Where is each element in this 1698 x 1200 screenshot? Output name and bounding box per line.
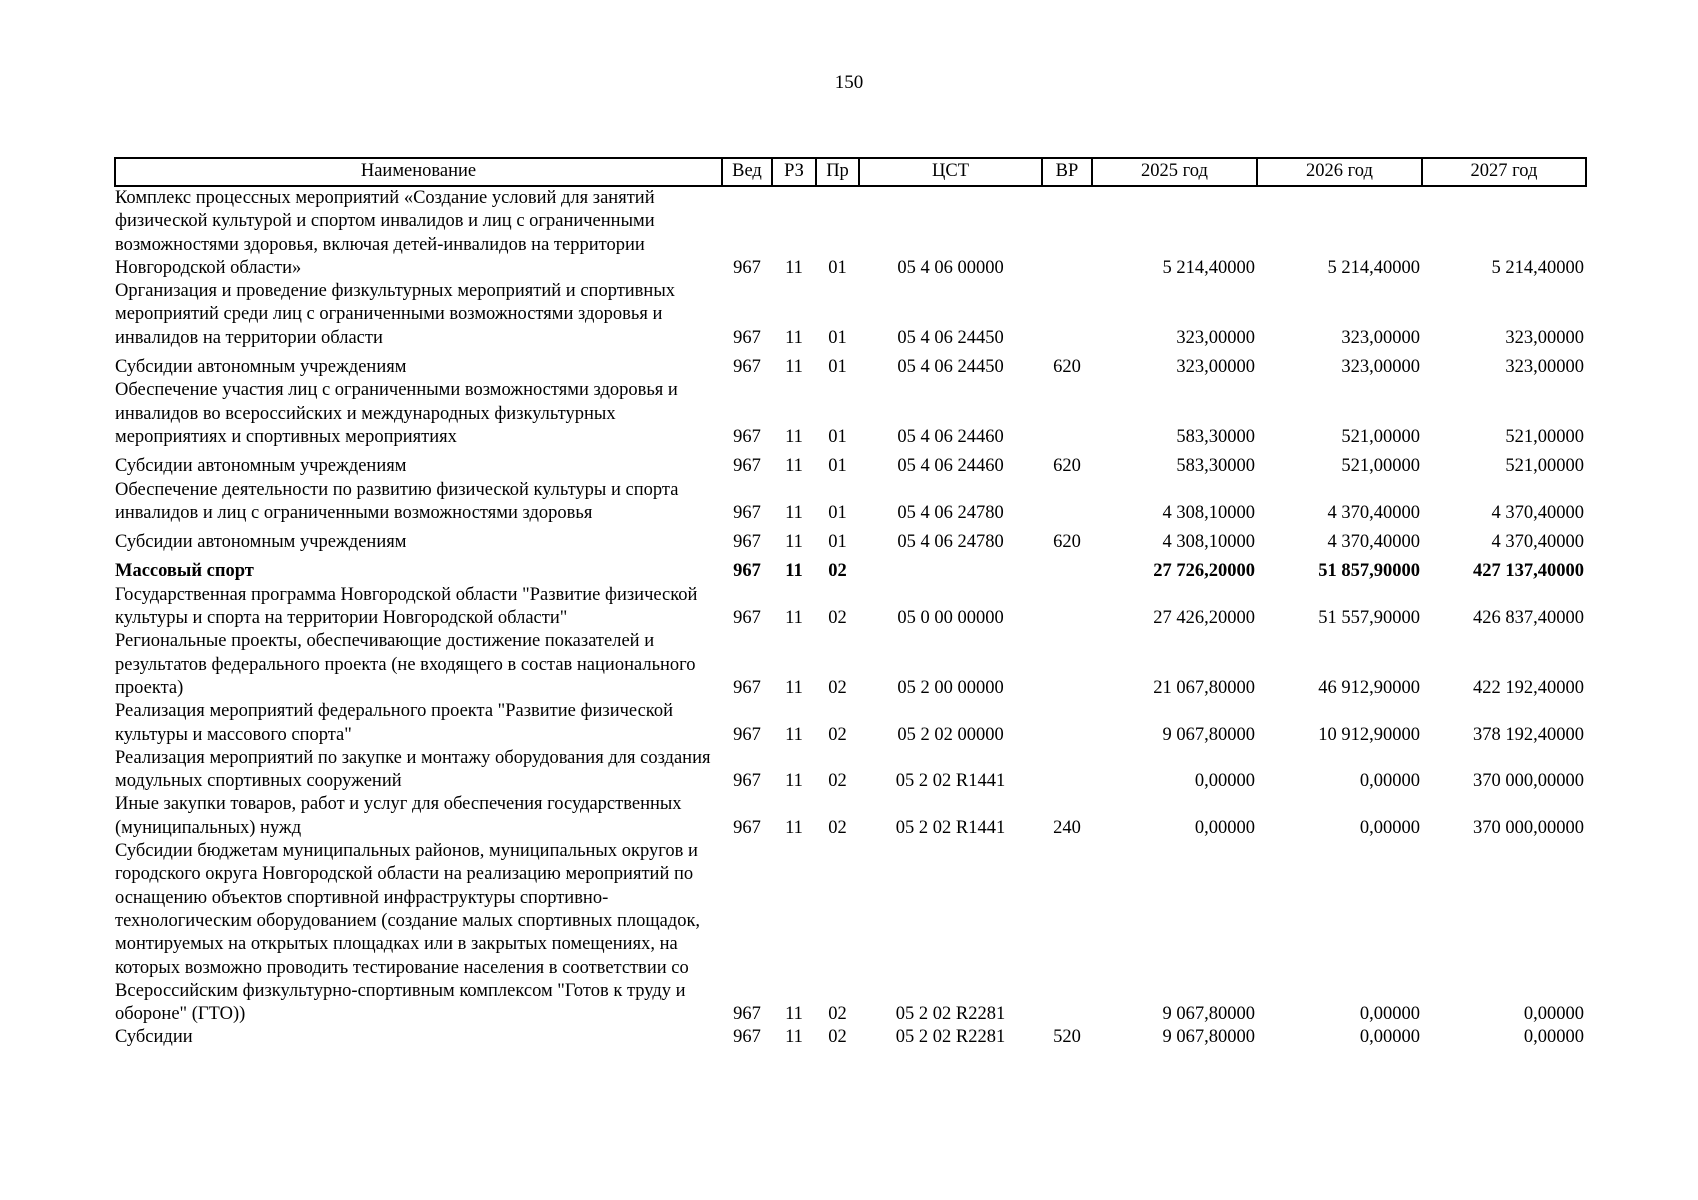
- row-name: Реализация мероприятий федерального проекта "Развитие физической культуры и массового спорта": [115, 701, 673, 745]
- row-value-2027: 422 192,40000: [1473, 677, 1584, 698]
- row-pr: 02: [828, 1027, 847, 1048]
- row-value-2025: 5 214,40000: [1162, 257, 1255, 278]
- header-2027: 2027 год: [1422, 158, 1586, 186]
- table-row: [115, 793, 1586, 840]
- row-value-2026: 5 214,40000: [1327, 257, 1420, 278]
- row-vr: 620: [1053, 357, 1081, 378]
- row-name: Реализация мероприятий по закупке и монтажу оборудования для создания модульных спортивных сооружений: [115, 747, 711, 792]
- row-value-2025: 0,00000: [1194, 771, 1255, 792]
- row-pr: 02: [828, 608, 847, 629]
- row-pr: 02: [828, 817, 847, 838]
- table-row: [115, 280, 1586, 350]
- row-value-2027: 323,00000: [1505, 357, 1584, 378]
- row-rz: 11: [785, 561, 803, 582]
- row-value-2026: 4 370,40000: [1327, 502, 1420, 523]
- row-rz: 11: [785, 724, 803, 745]
- table-row: [115, 525, 1586, 554]
- table-row: [115, 350, 1586, 379]
- row-value-2027: 521,00000: [1505, 456, 1584, 477]
- row-vr: [1042, 747, 1092, 794]
- row-value-2025: 4 308,10000: [1162, 502, 1255, 523]
- row-value-2025: 583,30000: [1176, 426, 1255, 447]
- row-value-2025: 27 726,20000: [1153, 561, 1255, 582]
- table-row: [115, 379, 1586, 449]
- row-name: Субсидии: [115, 1027, 193, 1048]
- row-cst: 05 4 06 24450: [897, 327, 1004, 348]
- row-rz: 11: [785, 426, 803, 447]
- row-value-2026: 323,00000: [1341, 357, 1420, 378]
- row-value-2027: 323,00000: [1505, 327, 1584, 348]
- row-ved: 967: [733, 561, 761, 582]
- row-rz: 11: [785, 502, 803, 523]
- row-rz: 11: [785, 1027, 803, 1048]
- row-value-2026: 51 857,90000: [1318, 561, 1420, 582]
- row-vr: [1042, 700, 1092, 747]
- row-rz: 11: [785, 257, 803, 278]
- row-rz: 11: [785, 771, 803, 792]
- row-cst: 05 2 00 00000: [897, 677, 1004, 698]
- row-value-2027: 378 192,40000: [1473, 724, 1584, 745]
- row-value-2025: 0,00000: [1194, 817, 1255, 838]
- header-2025: 2025 год: [1092, 158, 1257, 186]
- table-row: [115, 747, 1586, 794]
- header-ved: Вед: [722, 158, 772, 186]
- row-value-2026: 4 370,40000: [1327, 532, 1420, 553]
- row-pr: 01: [828, 257, 847, 278]
- row-value-2027: 521,00000: [1505, 426, 1584, 447]
- row-vr: [1042, 479, 1092, 526]
- row-value-2027: 370 000,00000: [1473, 817, 1584, 838]
- row-ved: 967: [733, 426, 761, 447]
- row-value-2026: 521,00000: [1341, 426, 1420, 447]
- table-row: [115, 840, 1586, 1026]
- row-value-2026: 0,00000: [1359, 1027, 1420, 1048]
- table-row: [115, 700, 1586, 747]
- row-value-2027: 370 000,00000: [1473, 771, 1584, 792]
- row-value-2026: 46 912,90000: [1318, 677, 1420, 698]
- row-name: Субсидии автономным учреждениям: [115, 357, 407, 378]
- row-vr: [1042, 280, 1092, 350]
- row-cst: [859, 554, 1042, 583]
- row-value-2027: 427 137,40000: [1473, 561, 1584, 582]
- row-value-2026: 323,00000: [1341, 327, 1420, 348]
- row-pr: 02: [828, 561, 847, 582]
- row-ved: 967: [733, 1027, 761, 1048]
- row-cst: 05 2 02 00000: [897, 724, 1004, 745]
- header-cst: ЦСТ: [859, 158, 1042, 186]
- table-row: [115, 630, 1586, 700]
- row-cst: 05 4 06 00000: [897, 257, 1004, 278]
- row-pr: 01: [828, 426, 847, 447]
- table-row: [115, 449, 1586, 478]
- row-name: Государственная программа Новгородской области "Развитие физической культуры и спорта на территории Новгородской области": [115, 584, 698, 629]
- row-pr: 02: [828, 771, 847, 792]
- table-row: [115, 554, 1586, 583]
- row-value-2026: 0,00000: [1359, 771, 1420, 792]
- budget-table: [114, 157, 1587, 1050]
- row-name: Комплекс процессных мероприятий «Создание условий для занятий физической культурой и спортом инвалидов и лиц с ограниченными возможностями здоровья, включая детей-инвалидов на территории Новгородской области»: [115, 188, 655, 278]
- row-vr: [1042, 186, 1092, 280]
- row-rz: 11: [785, 357, 803, 378]
- row-value-2027: 0,00000: [1523, 1004, 1584, 1025]
- row-pr: 01: [828, 502, 847, 523]
- row-value-2026: 0,00000: [1359, 817, 1420, 838]
- row-value-2026: 521,00000: [1341, 456, 1420, 477]
- row-value-2027: 426 837,40000: [1473, 608, 1584, 629]
- row-value-2025: 323,00000: [1176, 357, 1255, 378]
- header-pr: Пр: [816, 158, 859, 186]
- row-name: Иные закупки товаров, работ и услуг для обеспечения государственных (муниципальных) нужд: [115, 794, 682, 838]
- header-rz: РЗ: [772, 158, 816, 186]
- row-pr: 02: [828, 724, 847, 745]
- row-vr: 620: [1053, 456, 1081, 477]
- row-ved: 967: [733, 532, 761, 553]
- row-pr: 01: [828, 327, 847, 348]
- row-vr: 620: [1053, 532, 1081, 553]
- row-value-2025: 9 067,80000: [1162, 724, 1255, 745]
- row-ved: 967: [733, 677, 761, 698]
- row-value-2025: 9 067,80000: [1162, 1004, 1255, 1025]
- row-value-2025: 583,30000: [1176, 456, 1255, 477]
- row-ved: 967: [733, 771, 761, 792]
- row-name: Региональные проекты, обеспечивающие достижение показателей и результатов федерального проекта (не входящего в состав национального проекта): [115, 631, 696, 698]
- row-cst: 05 4 06 24460: [897, 426, 1004, 447]
- page-number: 150: [834, 72, 864, 93]
- table-row: [115, 479, 1586, 526]
- row-value-2027: 0,00000: [1523, 1027, 1584, 1048]
- row-ved: 967: [733, 456, 761, 477]
- row-name: Субсидии автономным учреждениям: [115, 532, 407, 553]
- header-name: Наименование: [115, 158, 722, 186]
- row-rz: 11: [785, 817, 803, 838]
- row-name: Обеспечение участия лиц с ограниченными возможностями здоровья и инвалидов во всероссийских и международных физкультурных мероприятиях и спортивных мероприятиях: [115, 380, 678, 447]
- row-value-2025: 323,00000: [1176, 327, 1255, 348]
- row-cst: 05 0 00 00000: [897, 608, 1004, 629]
- row-vr: [1042, 630, 1092, 700]
- row-rz: 11: [785, 608, 803, 629]
- row-pr: 01: [828, 456, 847, 477]
- row-vr: [1042, 840, 1092, 1026]
- row-name: Субсидии автономным учреждениям: [115, 456, 407, 477]
- row-name: Обеспечение деятельности по развитию физической культуры и спорта инвалидов и лиц с ограниченными возможностями здоровья: [115, 479, 679, 523]
- row-cst: 05 2 02 R2281: [895, 1027, 1006, 1048]
- row-rz: 11: [785, 327, 803, 348]
- row-ved: 967: [733, 724, 761, 745]
- row-name: Организация и проведение физкультурных мероприятий и спортивных мероприятий среди лиц с ограниченными возможностями здоровья и инвалидов на территории области: [115, 281, 675, 348]
- row-ved: 967: [733, 257, 761, 278]
- row-value-2025: 21 067,80000: [1153, 677, 1255, 698]
- header-vr: ВР: [1042, 158, 1092, 186]
- row-cst: 05 4 06 24780: [897, 502, 1004, 523]
- row-ved: 967: [733, 357, 761, 378]
- header-2026: 2026 год: [1257, 158, 1422, 186]
- row-vr: 520: [1053, 1027, 1081, 1048]
- table-row: [115, 584, 1586, 631]
- row-value-2027: 4 370,40000: [1491, 532, 1584, 553]
- table-row: [115, 1026, 1586, 1049]
- row-cst: 05 2 02 R2281: [895, 1004, 1006, 1025]
- row-cst: 05 4 06 24780: [897, 532, 1004, 553]
- row-vr: [1042, 379, 1092, 449]
- row-rz: 11: [785, 1004, 803, 1025]
- row-ved: 967: [733, 327, 761, 348]
- row-vr: [1042, 584, 1092, 631]
- row-pr: 02: [828, 677, 847, 698]
- row-value-2026: 51 557,90000: [1318, 608, 1420, 629]
- row-value-2027: 5 214,40000: [1491, 257, 1584, 278]
- row-value-2026: 10 912,90000: [1318, 724, 1420, 745]
- row-ved: 967: [733, 817, 761, 838]
- row-name: Субсидии бюджетам муниципальных районов, муниципальных округов и городского округа Новгородской области на реализацию мероприятий по оснащению объектов спортивной инфраструктуры спортивно-технологическим оборудованием (создание малых спортивных площадок, монтируемых на открытых площадках или в закрытых помещениях, на которых возможно проводить тестирование населения в соответствии со Всероссийским физкультурно-спортивным комплексом "Готов к труду и обороне" (ГТО)): [115, 841, 701, 1025]
- row-cst: 05 4 06 24450: [897, 357, 1004, 378]
- row-ved: 967: [733, 608, 761, 629]
- row-pr: 01: [828, 357, 847, 378]
- row-value-2025: 27 426,20000: [1153, 608, 1255, 629]
- row-value-2026: 0,00000: [1359, 1004, 1420, 1025]
- row-name: Массовый спорт: [115, 561, 254, 582]
- row-rz: 11: [785, 532, 803, 553]
- row-cst: 05 2 02 R1441: [895, 817, 1006, 838]
- row-cst: 05 4 06 24460: [897, 456, 1004, 477]
- table-header-row: [115, 158, 1586, 186]
- row-rz: 11: [785, 677, 803, 698]
- row-vr: [1042, 554, 1092, 583]
- row-pr: 01: [828, 532, 847, 553]
- row-pr: 02: [828, 1004, 847, 1025]
- row-vr: 240: [1053, 817, 1081, 838]
- row-cst: 05 2 02 R1441: [895, 771, 1006, 792]
- table-row: [115, 186, 1586, 280]
- row-ved: 967: [733, 1004, 761, 1025]
- row-value-2025: 4 308,10000: [1162, 532, 1255, 553]
- row-ved: 967: [733, 502, 761, 523]
- row-value-2027: 4 370,40000: [1491, 502, 1584, 523]
- row-value-2025: 9 067,80000: [1162, 1027, 1255, 1048]
- row-rz: 11: [785, 456, 803, 477]
